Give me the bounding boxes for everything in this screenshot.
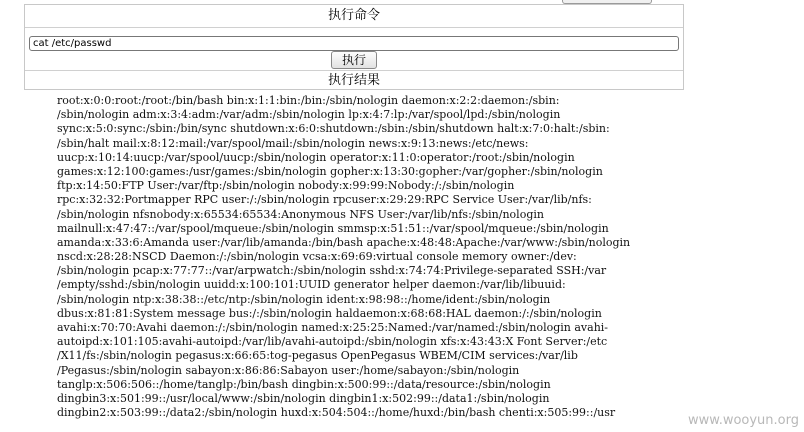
output-line: /Pegasus:/sbin/nologin sabayon:x:86:86:Sabayon user:/home/sabayon:/sbin/nologin bbox=[57, 363, 520, 377]
output-line: avahi:x:70:70:Avahi daemon:/:/sbin/nologin named:x:25:25:Named:/var/named:/sbin/nologin avahi- bbox=[57, 321, 609, 334]
output-line: root:x:0:0:root:/root:/bin/bash bin:x:1:1:bin:/bin:/sbin/nologin daemon:x:2:2:daemon:/sbin: bbox=[57, 94, 560, 107]
watermark: www.wooyun.org bbox=[687, 413, 799, 428]
output-line: /empty/sshd:/sbin/nologin uuidd:x:100:101:UUID generator helper daemon:/var/lib/libuuid: bbox=[57, 278, 566, 292]
output-line: tanglp:x:506:506::/home/tanglp:/bin/bash dingbin:x:500:99::/data/resource:/sbin/nologin bbox=[57, 377, 551, 391]
output-line: /sbin/nologin ntp:x:38:38::/etc/ntp:/sbin/nologin ident:x:98:98::/home/ident:/sbin/nologin bbox=[57, 292, 551, 306]
execute-button[interactable]: 执行 bbox=[331, 51, 377, 69]
output-line: dbus:x:81:81:System message bus:/:/sbin/nologin haldaemon:x:68:68:HAL daemon:/:/sbin/nologin bbox=[57, 306, 602, 320]
output-line: nscd:x:28:28:NSCD Daemon:/:/sbin/nologin vcsa:x:69:69:virtual console memory owner:/dev: bbox=[57, 250, 577, 264]
output-line: ftp:x:14:50:FTP User:/var/ftp:/sbin/nologin nobody:x:99:99:Nobody:/:/sbin/nologin bbox=[57, 179, 515, 193]
execute-button-row bbox=[25, 49, 683, 71]
output-line: uucp:x:10:14:uucp:/var/spool/uucp:/sbin/nologin operator:x:11:0:operator:/root:/sbin/nologin bbox=[57, 150, 575, 164]
output-line: dingbin3:x:501:99::/usr/local/www:/sbin/nologin dingbin1:x:502:99::/data1:/sbin/nologin bbox=[57, 391, 550, 405]
output-line: autoipd:x:101:105:avahi-autoipd:/var/lib/avahi-autoipd:/sbin/nologin xfs:x:43:43:X Font Server:/etc bbox=[57, 335, 608, 349]
command-input-row bbox=[25, 28, 683, 49]
output-line: /X11/fs:/sbin/nologin pegasus:x:66:65:tog-pegasus OpenPegasus WBEM/CIM services:/var/lib bbox=[57, 349, 578, 363]
output-line: dingbin2:x:503:99::/data2:/sbin/nologin huxd:x:504:504::/home/huxd:/bin/bash chenti:x:505:99::/usr bbox=[57, 406, 616, 420]
command-output bbox=[57, 94, 657, 420]
command-panel bbox=[24, 4, 684, 90]
output-line: games:x:12:100:games:/usr/games:/sbin/nologin gopher:x:13:30:gopher:/var/gopher:/sbin/nologin bbox=[57, 164, 603, 178]
command-title: 执行命令 bbox=[25, 5, 683, 28]
output-line: sync:x:5:0:sync:/sbin:/bin/sync shutdown:x:6:0:shutdown:/sbin:/sbin/shutdown halt:x:7:0:halt:/sbin: bbox=[57, 122, 610, 136]
output-line: /sbin/halt mail:x:8:12:mail:/var/spool/mail:/sbin/nologin news:x:9:13:news:/etc/news: bbox=[57, 136, 529, 150]
result-title: 执行结果 bbox=[327, 73, 380, 88]
output-line: rpc:x:32:32:Portmapper RPC user:/:/sbin/nologin rpcuser:x:29:29:RPC Service User:/var/lib/nfs: bbox=[57, 193, 592, 207]
output-line: mailnull:x:47:47::/var/spool/mqueue:/sbin/nologin smmsp:x:51:51::/var/spool/mqueue:/sbin/nologin bbox=[57, 221, 609, 235]
output-line: /sbin/nologin nfsnobody:x:65534:65534:Anonymous NFS User:/var/lib/nfs:/sbin/nologin bbox=[57, 207, 544, 221]
output-line: /sbin/nologin adm:x:3:4:adm:/var/adm:/sbin/nologin lp:x:4:7:lp:/var/spool/lpd:/sbin/nologin bbox=[57, 108, 561, 122]
output-line: amanda:x:33:6:Amanda user:/var/lib/amanda:/bin/bash apache:x:48:48:Apache:/var/www:/sbin/nologin bbox=[57, 235, 631, 249]
output-line: /sbin/nologin pcap:x:77:77::/var/arpwatch:/sbin/nologin sshd:x:74:74:Privilege-separated SSH:/var bbox=[57, 264, 607, 278]
